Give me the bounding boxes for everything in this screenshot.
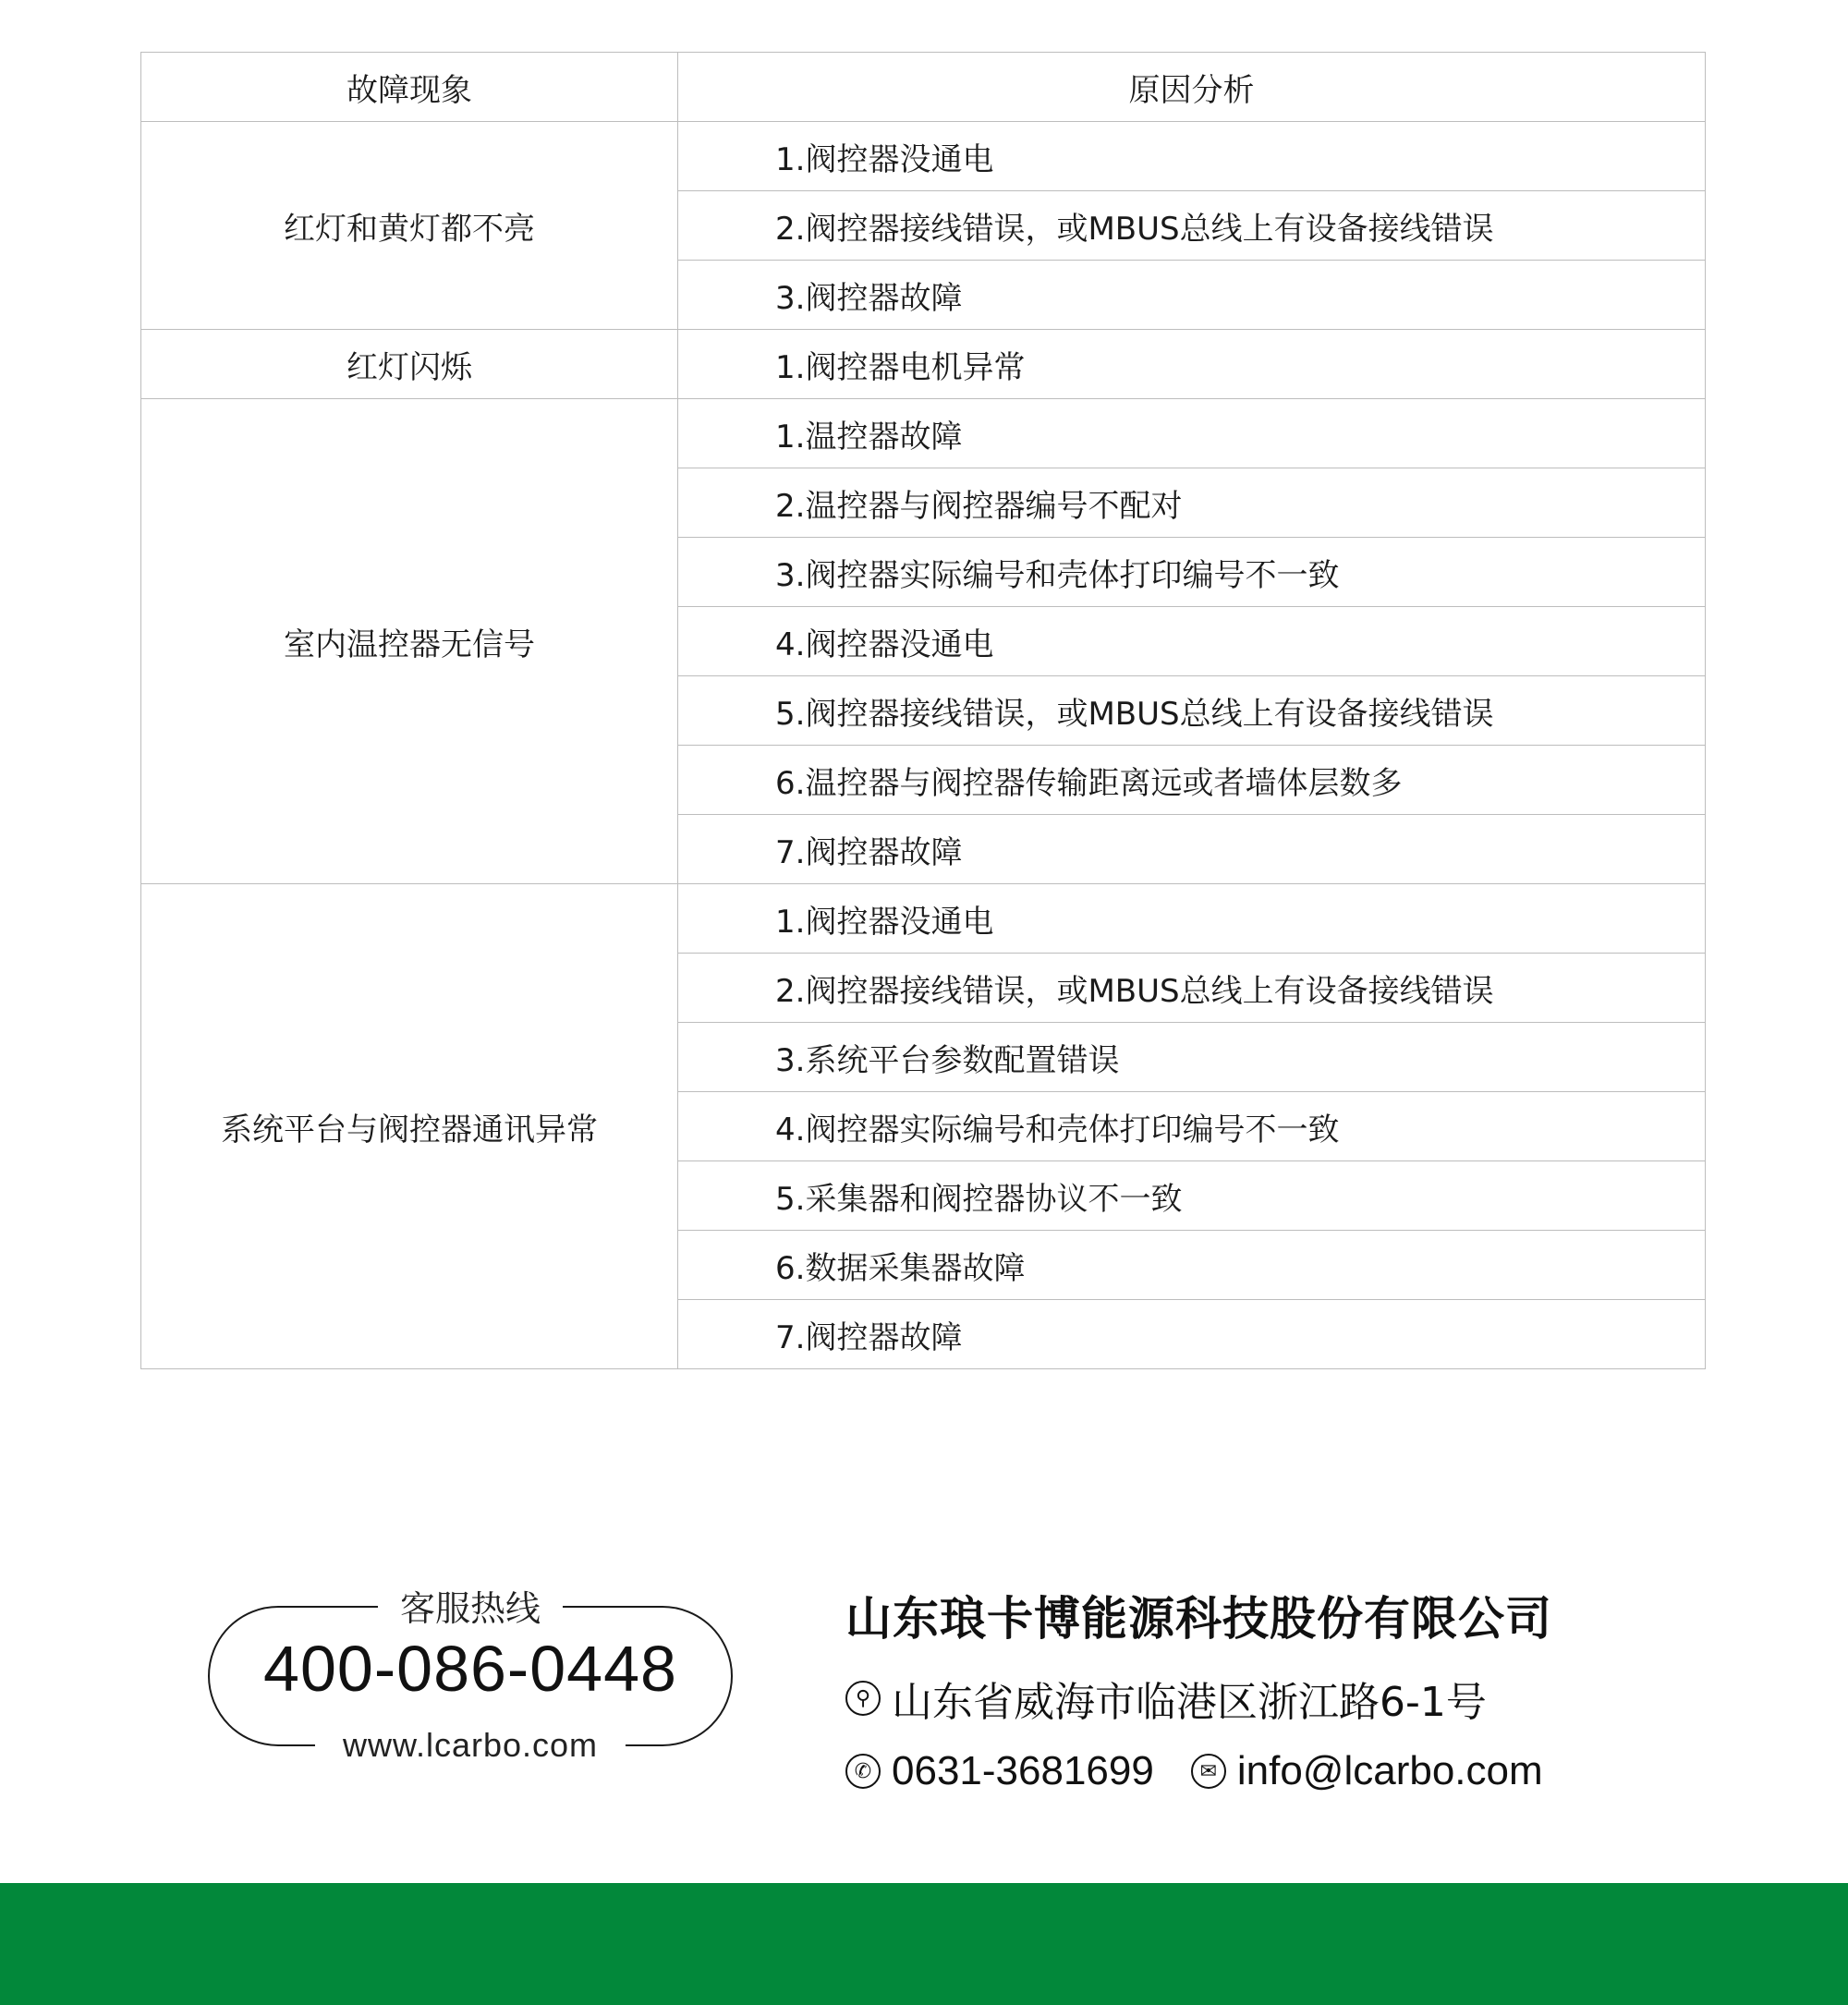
company-contact-line xyxy=(845,1748,1552,1794)
cause-cell: 2.阀控器接线错误，或MBUS总线上有设备接线错误 xyxy=(678,954,1706,1023)
cause-cell: 3.阀控器故障 xyxy=(678,261,1706,330)
hotline-box xyxy=(208,1588,733,1764)
cause-cell: 6.数据采集器故障 xyxy=(678,1231,1706,1300)
cause-cell: 2.温控器与阀控器编号不配对 xyxy=(678,468,1706,538)
table-row xyxy=(141,122,1706,191)
symptom-cell: 红灯和黄灯都不亮 xyxy=(141,122,678,330)
cause-cell: 7.阀控器故障 xyxy=(678,1300,1706,1369)
cause-cell: 5.采集器和阀控器协议不一致 xyxy=(678,1161,1706,1231)
cause-cell: 1.阀控器电机异常 xyxy=(678,330,1706,399)
symptom-cell: 室内温控器无信号 xyxy=(141,399,678,884)
hotline-website[interactable]: www.lcarbo.com xyxy=(315,1726,626,1765)
company-name: 山东琅卡博能源科技股份有限公司 xyxy=(845,1592,1552,1646)
table-row xyxy=(141,330,1706,399)
cause-cell: 1.阀控器没通电 xyxy=(678,884,1706,954)
cause-cell: 3.系统平台参数配置错误 xyxy=(678,1023,1706,1092)
cause-cell: 7.阀控器故障 xyxy=(678,815,1706,884)
company-info xyxy=(845,1582,1552,1794)
header-symptom: 故障现象 xyxy=(141,53,678,122)
table-header-row xyxy=(141,53,1706,122)
table-row xyxy=(141,884,1706,954)
fault-table-body xyxy=(141,122,1706,1369)
cause-cell: 1.阀控器没通电 xyxy=(678,122,1706,191)
company-phone[interactable]: 0631-3681699 xyxy=(892,1748,1154,1793)
phone-icon: ✆ xyxy=(845,1754,881,1789)
cause-cell: 5.阀控器接线错误，或MBUS总线上有设备接线错误 xyxy=(678,676,1706,746)
cause-cell: 4.阀控器没通电 xyxy=(678,607,1706,676)
fault-table xyxy=(140,52,1706,1369)
symptom-cell: 红灯闪烁 xyxy=(141,330,678,399)
footer-bar xyxy=(0,1883,1848,2005)
cause-cell: 1.温控器故障 xyxy=(678,399,1706,468)
location-pin-icon: ⚲ xyxy=(845,1681,881,1716)
hotline-label: 客服热线 xyxy=(378,1580,563,1631)
header-cause: 原因分析 xyxy=(678,53,1706,122)
symptom-cell: 系统平台与阀控器通讯异常 xyxy=(141,884,678,1369)
company-address-line xyxy=(845,1669,1552,1728)
cause-cell: 6.温控器与阀控器传输距离远或者墙体层数多 xyxy=(678,746,1706,815)
hotline-number[interactable]: 400-086-0448 xyxy=(263,1633,677,1705)
company-address: 山东省威海市临港区浙江路6-1号 xyxy=(892,1679,1487,1726)
cause-cell: 3.阀控器实际编号和壳体打印编号不一致 xyxy=(678,538,1706,607)
company-email[interactable]: info@lcarbo.com xyxy=(1236,1748,1543,1793)
cause-cell: 4.阀控器实际编号和壳体打印编号不一致 xyxy=(678,1092,1706,1161)
mail-icon: ✉ xyxy=(1191,1754,1226,1789)
table-row xyxy=(141,399,1706,468)
cause-cell: 2.阀控器接线错误，或MBUS总线上有设备接线错误 xyxy=(678,191,1706,261)
